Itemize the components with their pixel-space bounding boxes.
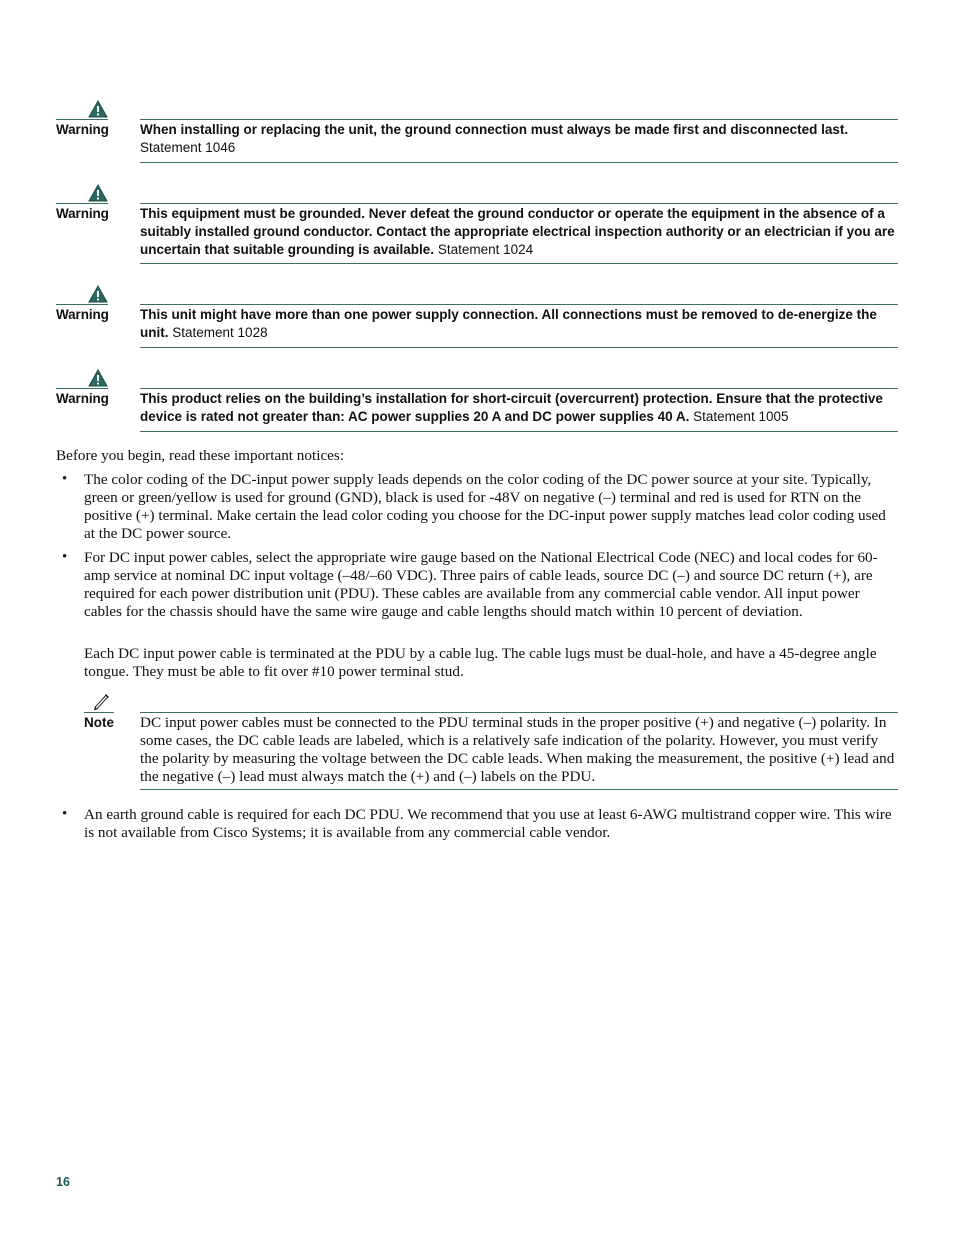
warning-statement: Statement 1024 [437,242,534,257]
warning-statement: Statement 1005 [693,409,789,424]
note-rule-bottom [140,789,898,790]
warning-label: Warning [56,122,109,137]
warning-rule-top [140,304,898,305]
warning-rule-bottom [140,263,898,264]
warning-triangle-icon [88,184,108,202]
cable-lug-paragraph: Each DC input power cable is terminated at the PDU by a cable lug. The cable lugs must be dual-hole, and have a 45-degree angle tongue. They must be able to fit over #10 power terminal stud. [84,645,877,680]
warning-label: Warning [56,307,109,322]
bullet-item-earth-ground: An earth ground cable is required for each DC PDU. We recommend that you use at least 6-AWG multistrand copper wire. This wire is not available from Cisco Systems; it is available from any commercial cable vendor. [84,806,892,841]
warning-block-3 [56,285,898,349]
warning-rule-bottom [140,347,898,348]
warning-text [140,306,898,342]
note-text: DC input power cables must be connected to the PDU terminal studs in the proper positive (+) and negative (–) polarity. In some cases, the DC cable leads are labeled, which is a relatively safe indication of the polarity. However, you must verify the polarity by measuring the voltage between the DC cable leads. When making the measurement, the positive (+) lead and the negative (–) lead must always match the (+) and (–) labels on the PDU. [140,714,895,785]
warning-triangle-icon [88,285,108,303]
warning-bold-text: This equipment must be grounded. Never defeat the ground conductor or operate the equipment in the absence of a suitably installed ground conductor. Contact the appropriate electrical inspection authority or an electrician if you are uncertain that suitable grounding is available. [140,206,895,257]
warning-statement: Statement 1028 [172,325,268,340]
warning-triangle-icon [88,100,108,118]
intro-paragraph: Before you begin, read these important notices: [56,447,345,464]
warning-block-4 [56,369,898,433]
warning-rule-top [140,388,898,389]
warning-text [140,205,898,259]
warning-label: Warning [56,391,109,406]
warning-text [140,121,898,157]
warning-bold-text: This product relies on the building’s installation for short-circuit (overcurrent) protection. Ensure that the protective device is rated not greater than: AC power supplies 20 A and DC power supplies 40 A. [140,391,883,424]
warning-label: Warning [56,206,109,221]
warning-rule-top [140,119,898,120]
bullet-marker: • [62,549,68,565]
warning-rule-bottom [140,431,898,432]
page-number: 16 [56,1175,70,1189]
note-rule-top [140,712,898,713]
warning-rule-top [140,203,898,204]
bullet-marker: • [62,806,68,822]
warning-bold-text: When installing or replacing the unit, the ground connection must always be made first and disconnected last. [140,122,849,137]
note-block [84,692,898,792]
warning-icon-underline [56,203,108,204]
warning-text [140,390,898,426]
warning-bold-text: This unit might have more than one power supply connection. All connections must be removed to de-energize the unit. [140,307,877,340]
bullet-marker: • [62,471,68,487]
warning-block-1 [56,100,898,164]
warning-icon-underline [56,119,108,120]
warning-rule-bottom [140,162,898,163]
note-label: Note [84,715,114,730]
bullet-item-lead-color: The color coding of the DC-input power supply leads depends on the color coding of the DC power source at your site. Typically, green or green/yellow is used for ground (GND), black is used for -48V on negative (–) terminal and red is used for RTN on the positive (+) terminal. Make certain the lead color coding you choose for the DC-input power supply matches lead color coding used at the DC power source. [84,471,886,542]
warning-icon-underline [56,304,108,305]
warning-block-2 [56,184,898,266]
pencil-icon [92,692,112,712]
note-icon-underline [84,712,114,713]
warning-statement: Statement 1046 [140,140,236,155]
warning-triangle-icon [88,369,108,387]
warning-icon-underline [56,388,108,389]
bullet-item-wire-gauge: For DC input power cables, select the appropriate wire gauge based on the National Electrical Code (NEC) and local codes for 60-amp service at nominal DC input voltage (–48/–60 VDC). Three pairs of cable leads, source DC (–) and source DC return (+), are required for each power distribution unit (PDU). These cables are available from any commercial cable vendor. All input power cables for the chassis should have the same wire gauge and cable lengths should match within 10 percent of deviation. [84,549,878,620]
